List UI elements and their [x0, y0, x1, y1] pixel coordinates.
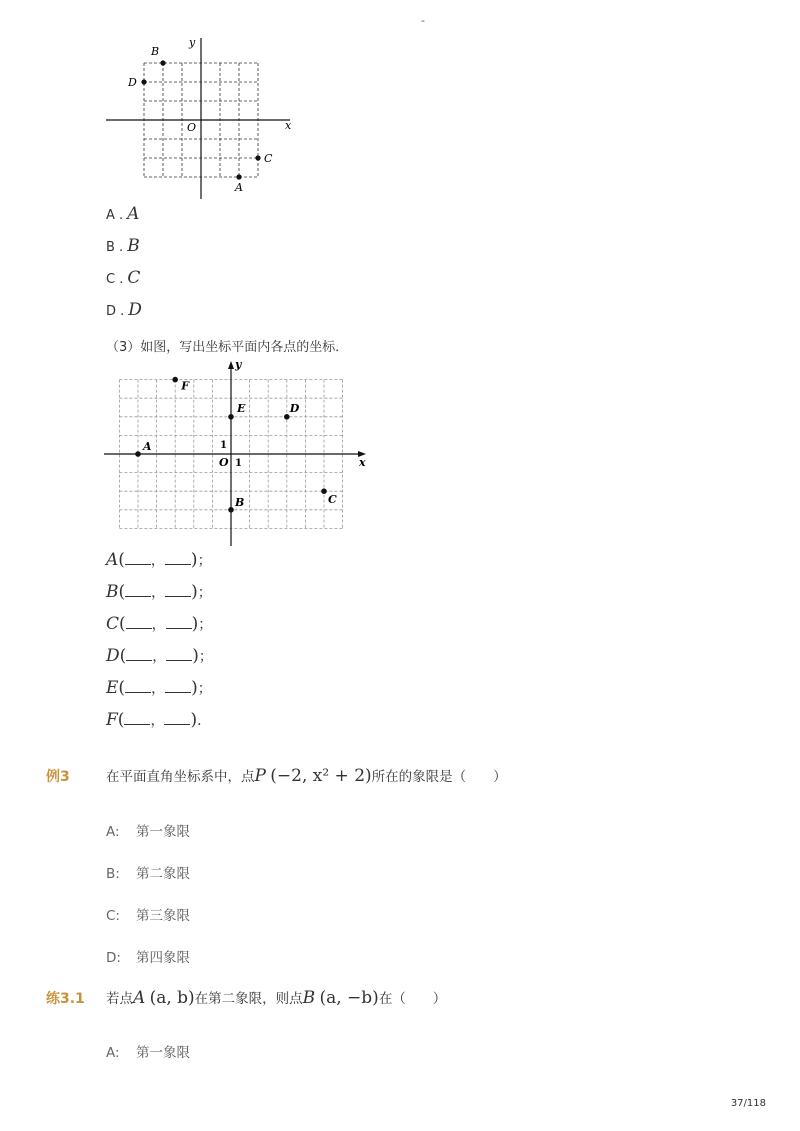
- fig1-point-a: [236, 174, 241, 179]
- answer-blank[interactable]: [166, 616, 192, 629]
- q2-option-d[interactable]: D . D: [106, 300, 142, 320]
- fig1-point-label: D: [128, 76, 137, 89]
- answer-blank[interactable]: [125, 584, 151, 597]
- fig1-point-b: [160, 60, 165, 65]
- fig1-point-c: [255, 155, 260, 160]
- fig2-point-label: D: [289, 401, 300, 415]
- fig2-unit-x: 1: [235, 458, 242, 469]
- example-3-point: P: [254, 766, 266, 786]
- answer-blank[interactable]: [126, 616, 152, 629]
- q3-answer-line: D( ， )；: [106, 646, 213, 666]
- fig2-x-label: x: [359, 456, 366, 469]
- example-3-choice-a[interactable]: A: 第一象限: [106, 824, 190, 840]
- fig2-point-c: [321, 488, 327, 494]
- fig2-point-label: A: [143, 440, 152, 453]
- q3-answer-line: F( ， )．: [106, 710, 212, 730]
- example-3-choice-b[interactable]: B: 第二象限: [106, 866, 190, 882]
- fig1-x-label: x: [285, 119, 292, 132]
- example-3-question: 在平面直角坐标系中，点P (−2, x² + 2)所在的象限是（ ）: [106, 766, 507, 786]
- answer-blank[interactable]: [165, 584, 191, 597]
- answer-blank[interactable]: [126, 648, 152, 661]
- example-3-label: 例3: [46, 769, 70, 785]
- fig2-point-a: [135, 451, 141, 457]
- example-3-choice-c[interactable]: C: 第三象限: [106, 908, 190, 924]
- fig2-y-label: y: [235, 358, 242, 371]
- practice-3-1-label: 练3.1: [46, 991, 85, 1007]
- answer-blank[interactable]: [125, 552, 151, 565]
- fig1-point-d: [141, 79, 146, 84]
- fig1-point-label: B: [151, 45, 160, 58]
- answer-blank[interactable]: [124, 712, 150, 725]
- q3-answer-line: B( ， )；: [106, 582, 212, 602]
- fig2-y-arrow: [228, 361, 234, 369]
- practice-3-1-question: 若点A (a, b)在第二象限，则点B (a, −b)在（ ）: [106, 988, 447, 1008]
- practice-3-1-choice-a[interactable]: A: 第一象限: [106, 1045, 190, 1061]
- fig2-origin-label: O: [219, 456, 229, 469]
- fig1-point-label: C: [264, 152, 273, 165]
- example-3-coords: (−2, x² + 2): [270, 766, 372, 786]
- fig1-origin-label: O: [187, 121, 197, 134]
- answer-blank[interactable]: [164, 712, 190, 725]
- q3-answer-line: E( ， )；: [106, 678, 212, 698]
- answer-blank[interactable]: [166, 648, 192, 661]
- figure-2-grid: [100, 356, 375, 551]
- fig2-point-label: B: [235, 495, 245, 509]
- fig2-point-label: E: [237, 401, 246, 415]
- q2-option-b[interactable]: B . B: [106, 236, 140, 256]
- q2-option-c[interactable]: C . C: [106, 268, 141, 288]
- q3-prompt: （3）如图，写出坐标平面内各点的坐标．: [106, 340, 349, 355]
- fig1-y-label: y: [189, 36, 196, 49]
- q3-answer-line: C( ， )；: [106, 614, 213, 634]
- answer-blank[interactable]: [165, 680, 191, 693]
- example-3-choice-d[interactable]: D: 第四象限: [106, 950, 190, 966]
- answer-blank[interactable]: [125, 680, 151, 693]
- q3-answer-line: A( ， )；: [106, 550, 212, 570]
- fig2-point-label: F: [181, 379, 190, 393]
- fig2-unit-y: 1: [220, 440, 227, 451]
- fig2-point-e: [228, 414, 234, 420]
- fig2-point-f: [172, 377, 178, 383]
- header-mark: -: [421, 14, 425, 27]
- fig1-point-label: A: [235, 181, 243, 194]
- fig2-point-b: [228, 507, 234, 513]
- fig2-point-d: [284, 414, 290, 420]
- q2-option-a[interactable]: A . A: [106, 204, 140, 224]
- fig2-point-label: C: [328, 493, 337, 507]
- page-number: 37/118: [730, 1098, 766, 1109]
- figure-1-grid: [100, 34, 300, 204]
- answer-blank[interactable]: [165, 552, 191, 565]
